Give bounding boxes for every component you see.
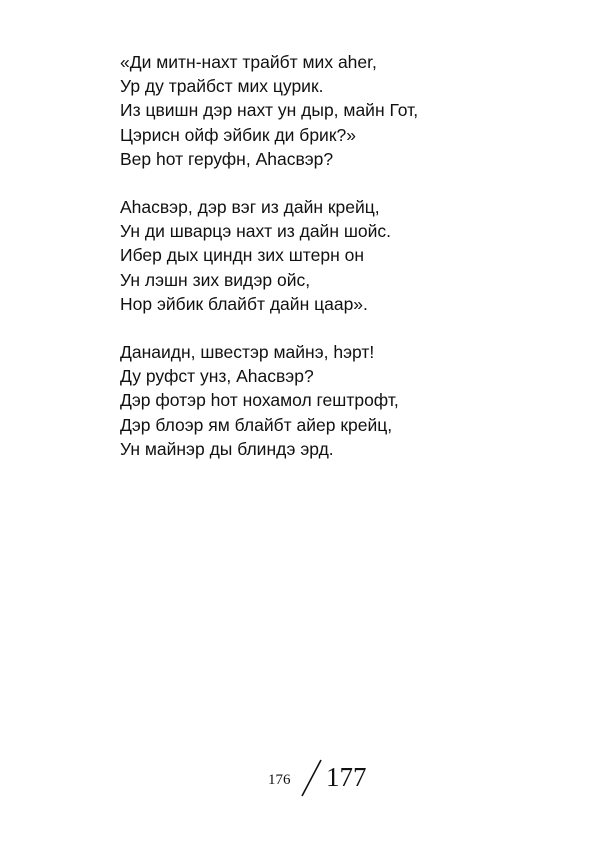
current-page-number: 176 (268, 772, 291, 788)
page-counter (258, 754, 378, 798)
poem-line: Из цвишн дэр нахт ун дыр, майн Гот, (120, 100, 419, 121)
total-pages-number: 177 (326, 762, 367, 792)
poem-line: Ун ди шварцэ нахт из дайн шойс. (120, 221, 392, 242)
poem-line: Ду руфст унз, Аhасвэр? (120, 366, 314, 387)
poem-line: «Ди митн-нахт трайбт мих аher, (120, 52, 377, 72)
poem (120, 50, 540, 485)
poem-line: Вер hот геруфн, Аhасвэр? (120, 148, 334, 169)
poem-line: Данаидн, швестэр майнэ, hэрт! (120, 342, 375, 363)
poem-line: Ун лэшн зих видэр ойс, (120, 269, 311, 290)
poem-line: Цэрисн ойф эйбик ди брик?» (120, 124, 356, 145)
stanza-1 (120, 50, 540, 171)
stanza-3 (120, 340, 540, 461)
poem-line: Ибер дых циндн зих штерн он (120, 245, 364, 266)
page-separator-slash (298, 758, 324, 798)
poem-line: Нор эйбик блайбт дайн цаар». (120, 293, 368, 314)
stanza-2 (120, 195, 540, 316)
poem-line: Аhасвэр, дэр вэг из дайн крейц, (120, 197, 380, 218)
poem-line: Дэр фотэр hот нохамол гештрофт, (120, 390, 399, 411)
poem-line: Ун майнэр ды блиндэ эрд. (120, 438, 334, 459)
poem-line: Ур ду трайбст мих цурик. (120, 76, 324, 97)
poem-line: Дэр блоэр ям блайбт айер крейц, (120, 414, 393, 435)
